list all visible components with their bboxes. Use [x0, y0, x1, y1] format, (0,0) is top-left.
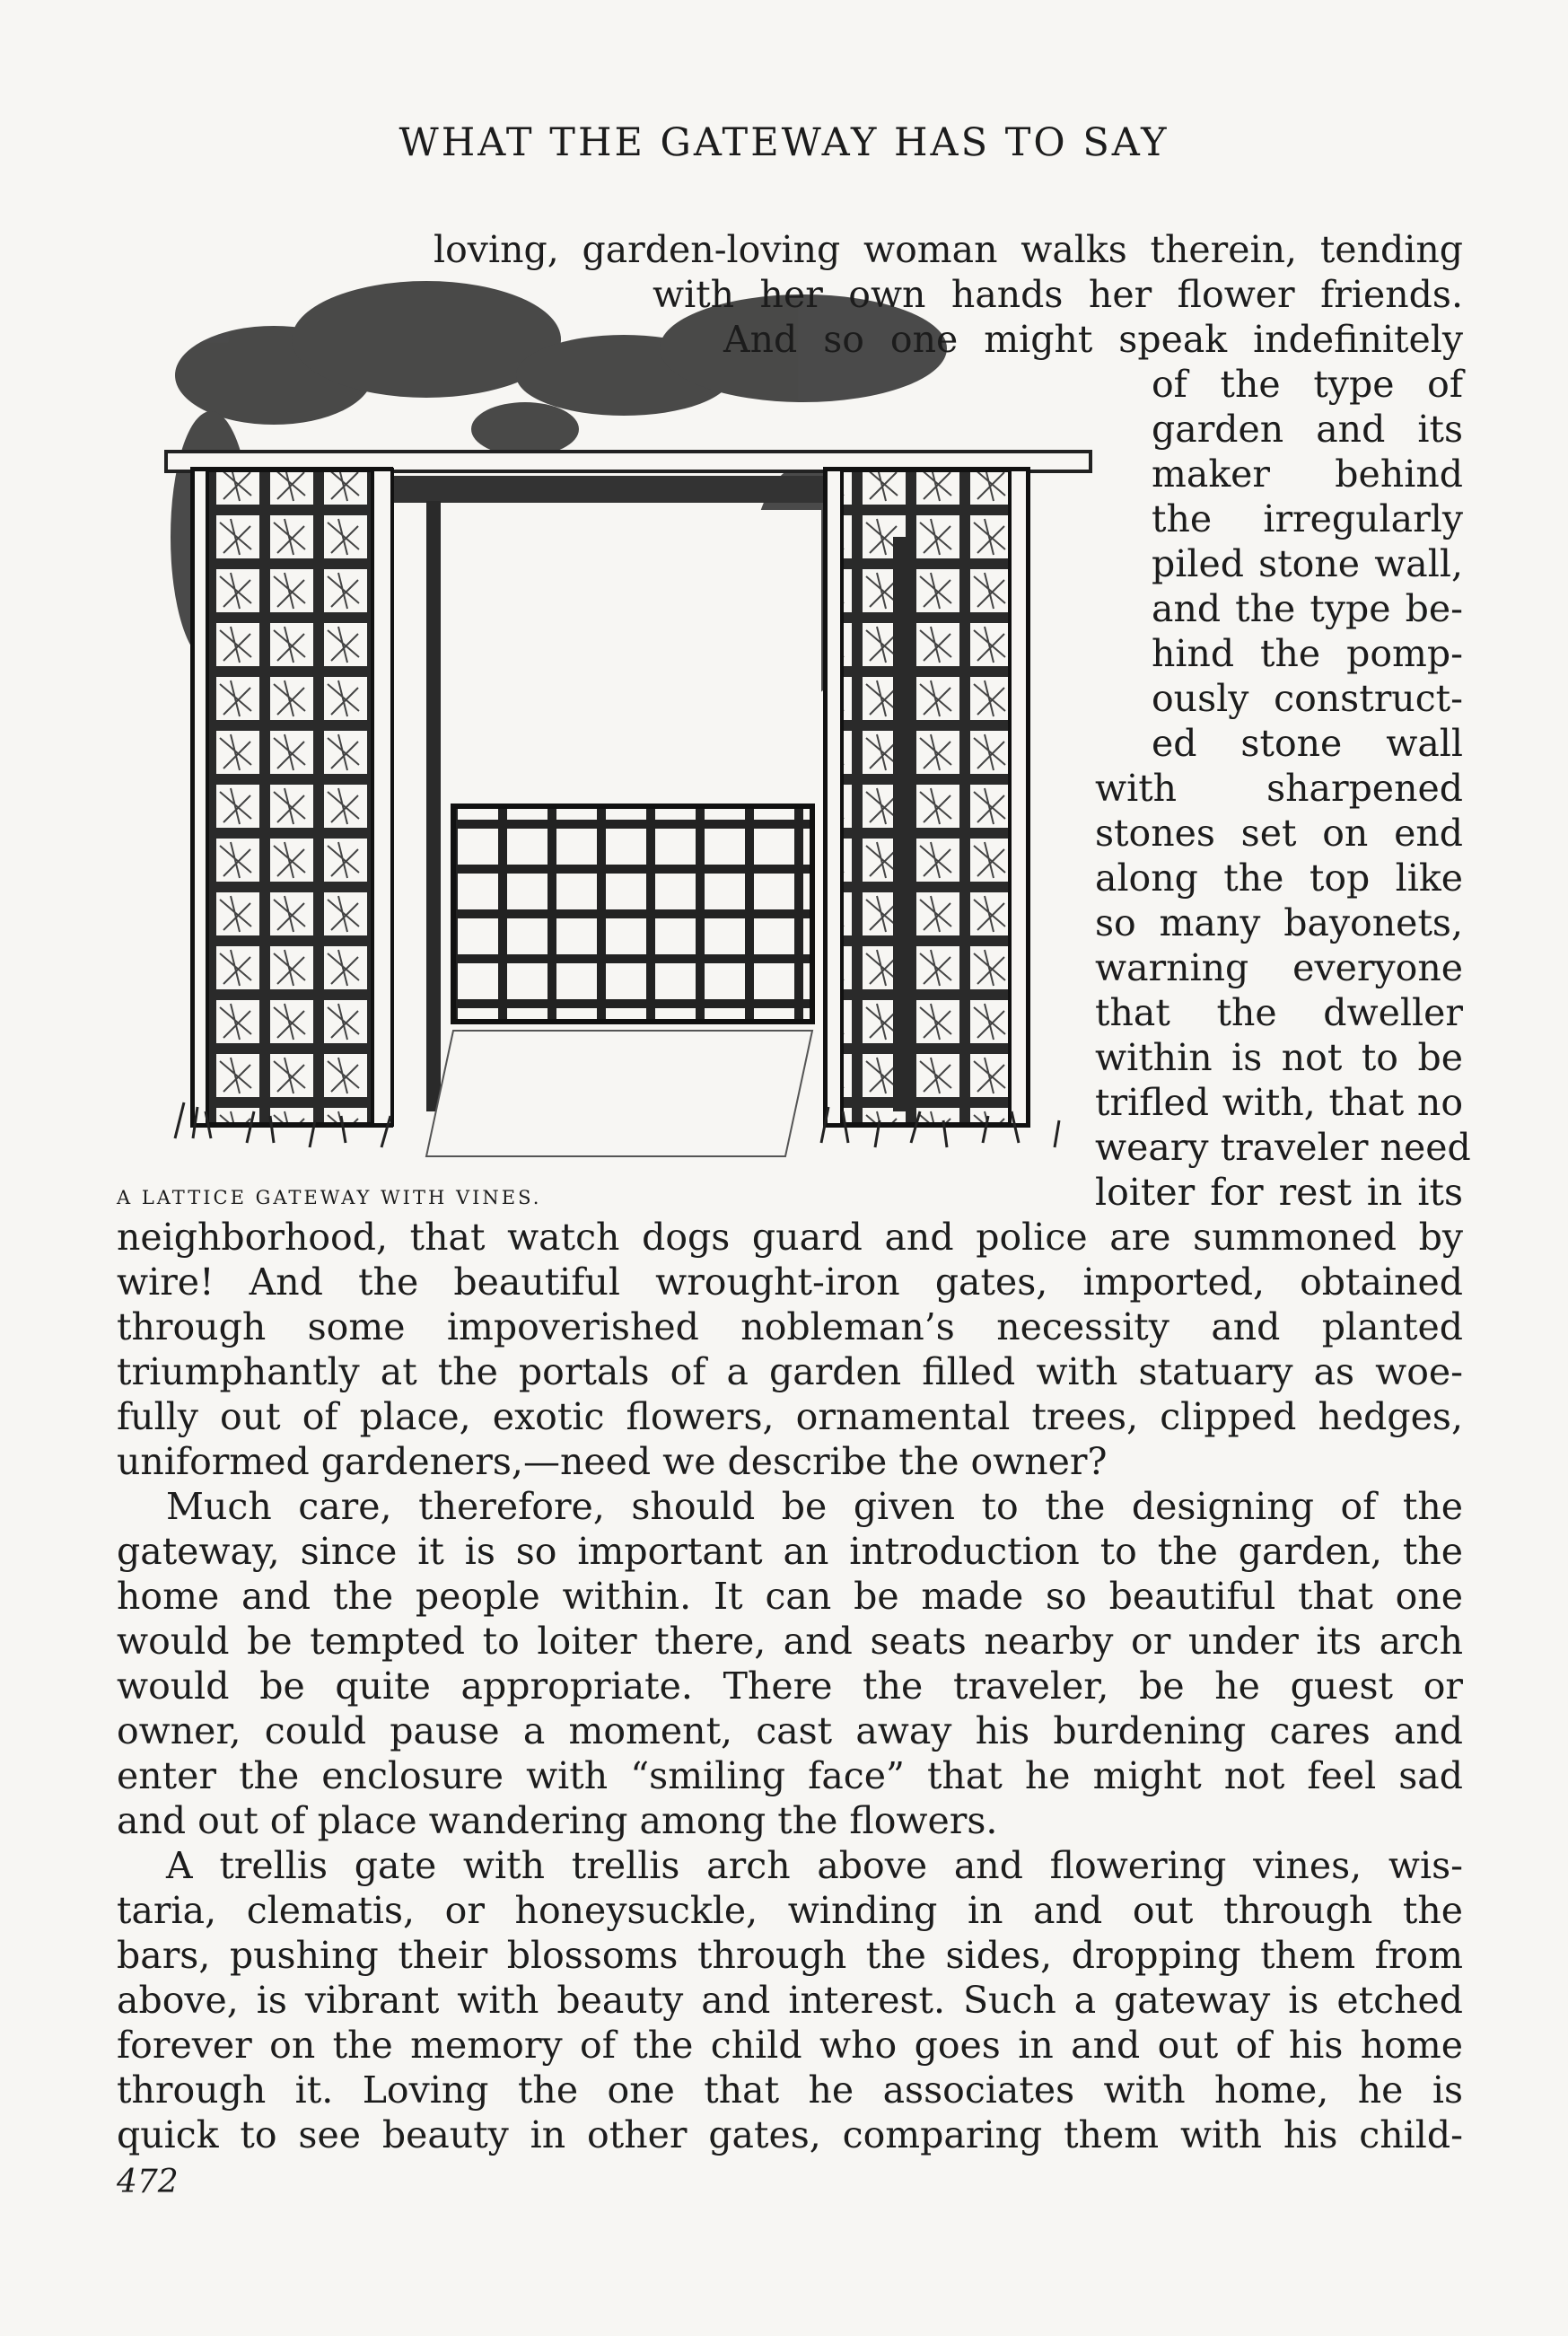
- text-line: so many bayonets,: [1095, 901, 1463, 944]
- lattice-gateway-illustration: [157, 241, 1104, 1183]
- text-line: quick to see beauty in other gates, comparing them with his child-: [117, 2113, 1463, 2156]
- text-line: neighborhood, that watch dogs guard and police are summoned by: [117, 1216, 1463, 1259]
- text-line: that the dweller: [1095, 991, 1463, 1034]
- text-line: the irregularly: [1152, 497, 1463, 540]
- right-lattice-panel: [826, 470, 1028, 1125]
- text-line: weary traveler need: [1095, 1126, 1471, 1169]
- text-line: with her own hands her flower friends.: [653, 273, 1463, 316]
- text-line: stones set on end: [1095, 812, 1463, 855]
- text-line: would be tempted to loiter there, and seats nearby or under its arch: [117, 1620, 1463, 1663]
- text-line: with sharpened: [1095, 767, 1463, 810]
- text-line: loiter for rest in its: [1095, 1171, 1463, 1214]
- paragraph-first-line: Much care, therefore, should be given to the designing of the: [166, 1485, 1463, 1528]
- text-line: loving, garden-loving woman walks therein, tending: [434, 228, 1463, 271]
- text-line: ously construct-: [1152, 677, 1463, 720]
- text-line: of the type of: [1152, 363, 1463, 406]
- text-line: taria, clematis, or honeysuckle, winding in and out through the: [117, 1889, 1463, 1932]
- text-line: ed stone wall: [1152, 722, 1463, 765]
- left-lattice-panel: [193, 470, 390, 1125]
- text-line: uniformed gardeners,—need we describe the owner?: [117, 1440, 1108, 1483]
- figure-caption: A LATTICE GATEWAY WITH VINES.: [117, 1187, 542, 1208]
- page-number: 472: [117, 2164, 179, 2200]
- text-line: fully out of place, exotic flowers, ornamental trees, clipped hedges,: [117, 1395, 1463, 1438]
- text-line: triumphantly at the portals of a garden filled with statuary as woe-: [117, 1350, 1463, 1393]
- garden-path: [426, 1031, 812, 1156]
- text-line: owner, could pause a moment, cast away his burdening cares and: [117, 1709, 1463, 1752]
- text-line: gateway, since it is so important an introduction to the garden, the: [117, 1530, 1463, 1573]
- running-head: WHAT THE GATEWAY HAS TO SAY: [399, 120, 1169, 165]
- text-line: warning everyone: [1095, 946, 1463, 989]
- text-line: within is not to be: [1095, 1036, 1463, 1079]
- text-line: trifled with, that no: [1095, 1081, 1463, 1124]
- text-line: through some impoverished nobleman’s necessity and planted: [117, 1305, 1463, 1348]
- paragraph-first-line: A trellis gate with trellis arch above and flowering vines, wis-: [166, 1844, 1463, 1887]
- text-line: maker behind: [1152, 452, 1463, 496]
- text-line: would be quite appropriate. There the traveler, be he guest or: [117, 1664, 1463, 1708]
- text-line: and out of place wandering among the flowers.: [117, 1799, 998, 1842]
- text-line: enter the enclosure with “smiling face” that he might not feel sad: [117, 1754, 1463, 1797]
- right-post: [893, 537, 906, 1111]
- text-line: hind the pomp-: [1152, 632, 1463, 675]
- lattice-gate: [453, 806, 812, 1022]
- text-line: through it. Loving the one that he associates with home, he is: [117, 2068, 1463, 2112]
- text-line: bars, pushing their blossoms through the sides, dropping them from: [117, 1934, 1463, 1977]
- text-line: home and the people within. It can be made so beautiful that one: [117, 1575, 1463, 1618]
- text-line: And so one might speak indefinitely: [723, 318, 1463, 361]
- text-line: wire! And the beautiful wrought-iron gates, imported, obtained: [117, 1260, 1463, 1304]
- text-line: garden and its: [1152, 408, 1463, 451]
- text-line: above, is vibrant with beauty and interest. Such a gateway is etched: [117, 1979, 1463, 2022]
- text-line: and the type be-: [1152, 587, 1463, 630]
- left-post: [426, 501, 441, 1111]
- gateway-drawing: [157, 241, 1104, 1183]
- text-line: along the top like: [1095, 856, 1463, 900]
- text-line: piled stone wall,: [1152, 542, 1463, 585]
- text-line: forever on the memory of the child who goes in and out of his home: [117, 2024, 1463, 2067]
